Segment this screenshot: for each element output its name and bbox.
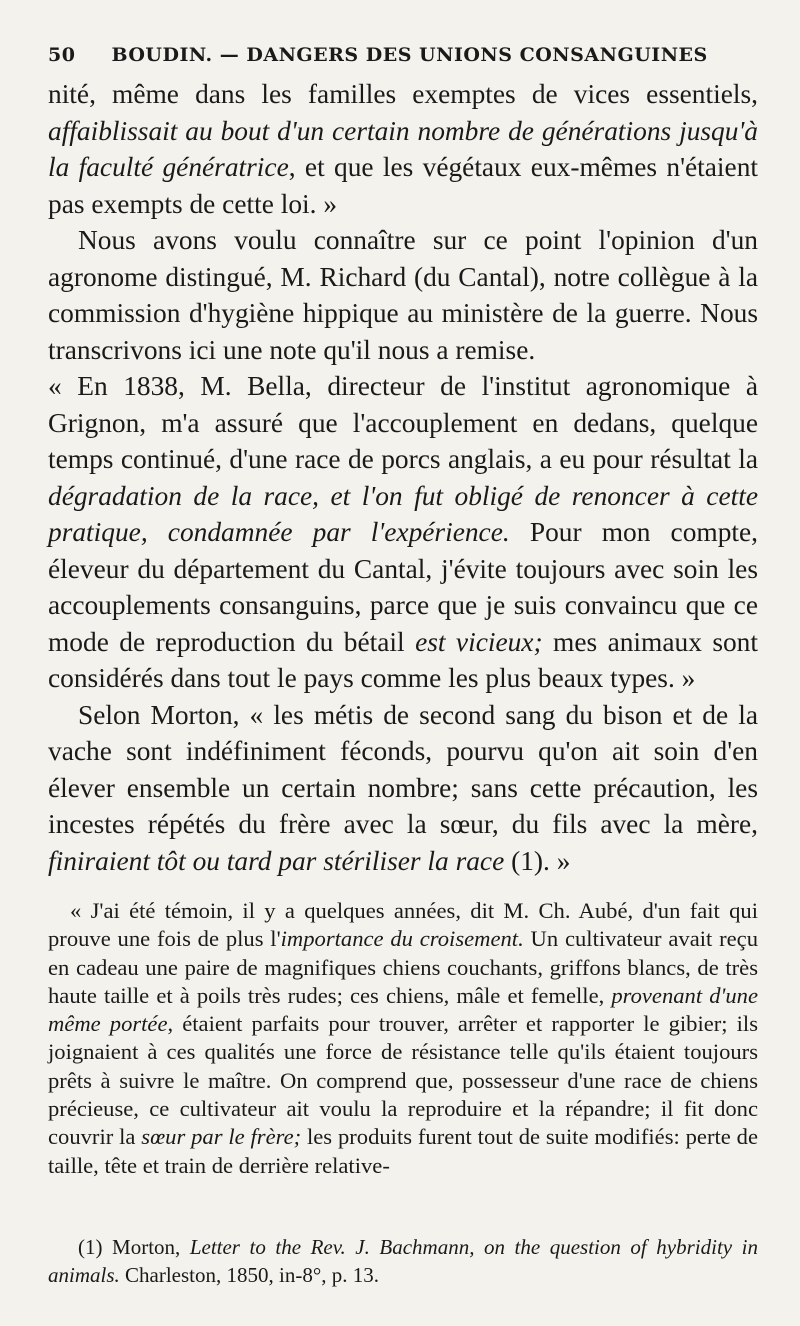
text-segment: « En 1838, M. Bella, directeur de l'institut agronomique à Grignon, m'a assuré que l'accouplement en dedans, quelque temps continué, d'une race de porcs anglais, a eu pour résultat la	[48, 371, 758, 474]
italic-segment: est vicieux;	[415, 626, 543, 657]
running-header	[48, 44, 758, 66]
text-segment: (1). »	[504, 845, 571, 876]
text-segment: , étaient parfaits pour trouver, arrêter et rapporter le gibier; ils joignaient à ces qualités une force de résistance telle qu'ils étaient toujours prêts à suivre le maître. On comprend que, possesseur d'une race de chiens précieuse, ce cultivateur ait voulu la reproduire et la répandre; il fit donc couvrir la	[48, 1011, 758, 1150]
text-segment: Selon Morton, « les métis de second sang du bison et de la vache sont indéfiniment féconds, pourvu qu'on ait soin d'en élever ensemble un certain nombre; sans cette précaution, les incestes répétés du frère avec la sœur, du fils avec la mère,	[48, 699, 758, 839]
text-segment: nité, même dans les familles exemptes de vices essentiels,	[48, 79, 758, 109]
paragraph-2	[48, 222, 758, 368]
paragraph-4	[48, 697, 758, 880]
italic-segment: finiraient tôt ou tard par stériliser la race	[48, 845, 505, 876]
note-paragraph	[48, 897, 758, 1180]
text-segment: , et que les végétaux eux-mêmes n'étaient pas exempts de cette loi. »	[48, 152, 759, 219]
paragraph-3-quote	[48, 368, 758, 697]
italic-segment: importance du croisement.	[280, 926, 524, 952]
page-number: 50	[48, 44, 76, 66]
text-segment: Charleston, 1850, in-8°, p. 13.	[119, 1263, 379, 1287]
text-segment: (1) Morton,	[78, 1235, 190, 1259]
text-segment: « J'ai été témoin, il y a quelques années, dit M. Ch. Aubé, d'un fait qui prouve une fois de plus l'	[48, 898, 758, 952]
small-print-quotation	[48, 897, 758, 1180]
text-segment: mes animaux sont considérés dans tout le pays comme les plus beaux types. »	[48, 626, 758, 693]
italic-segment: sœur par le frère;	[141, 1124, 302, 1150]
paragraph-1	[48, 76, 758, 222]
italic-segment: Letter to the Rev. J. Bachmann, on the question of hybridity in animals.	[48, 1235, 758, 1287]
footnote	[48, 1233, 758, 1289]
footnote-text	[48, 1233, 758, 1289]
text-segment: Un cultivateur avait reçu en cadeau une paire de magnifiques chiens couchants, griffons blancs, de très haute taille et à poils très rudes; ces chiens, mâle et femelle,	[48, 926, 758, 1008]
italic-segment: provenant d'une même portée	[48, 982, 758, 1037]
main-text	[48, 76, 758, 879]
text-segment: Pour mon compte, éleveur du département du Cantal, j'évite toujours avec soin les accouplements consanguins, parce que je suis convaincu que ce mode de reproduction du bétail	[48, 517, 758, 657]
running-title: BOUDIN. — DANGERS DES UNIONS CONSANGUINES	[111, 44, 708, 66]
text-segment: Nous avons voulu connaître sur ce point l'opinion d'un agronome distingué, M. Richard (du Cantal), notre collègue à la commission d'hygiène hippique au ministère de la guerre. Nous transcrivons ici une note qu'il nous a remise.	[48, 225, 758, 365]
italic-segment: affaiblissait au bout d'un certain nombre de générations jusqu'à la faculté génératrice	[48, 115, 758, 182]
text-segment: les produits furent tout de suite modifiés: perte de taille, tête et train de derrière relative-	[48, 1124, 758, 1178]
italic-segment: dégradation de la race, et l'on fut obligé de renoncer à cette pratique, condamnée par l'expérience.	[48, 480, 758, 547]
